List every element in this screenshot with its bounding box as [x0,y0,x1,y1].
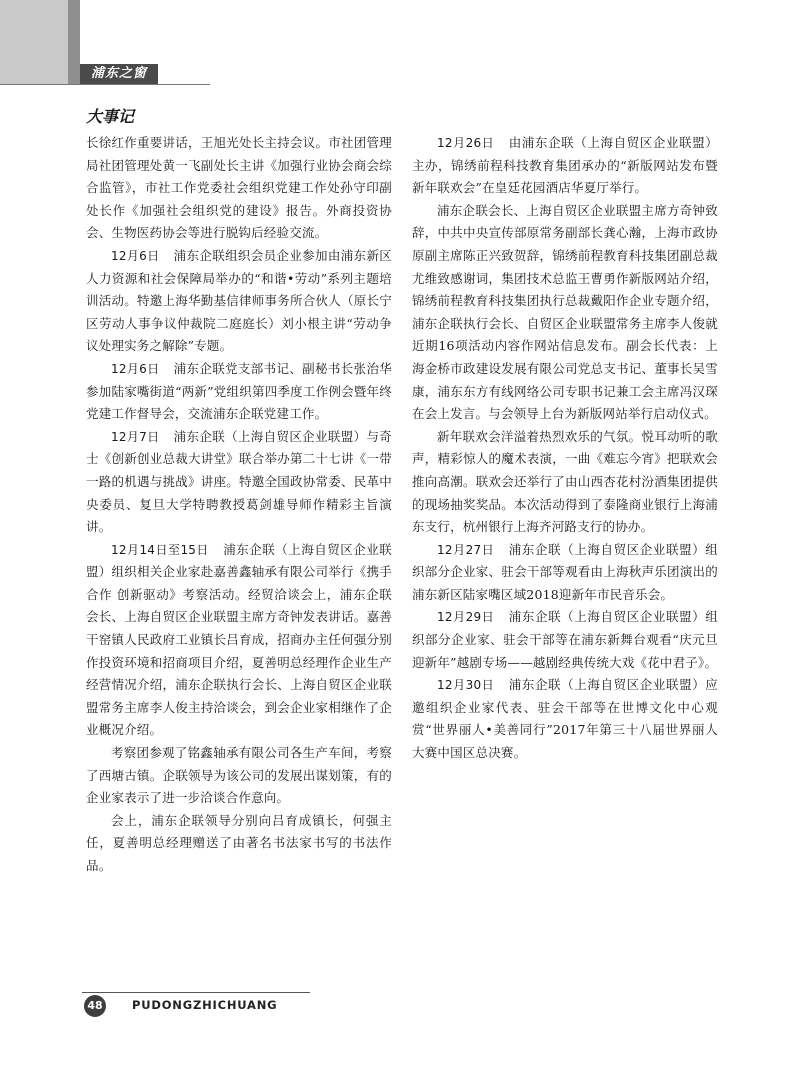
entry-text: 由浦东企联（上海自贸区企业联盟）主办，锦绣前程科技教育集团承办的“新版网站发布暨新年联欢会”在皇廷花园酒店华夏厅举行。 [412,135,718,196]
page-number: 48 [84,995,106,1017]
entry-text: 考察团参观了铭鑫轴承有限公司各生产车间，考察了西塘古镇。企联领导为该公司的发展出谋划策，有的企业家表示了进一步洽谈合作意向。 [86,745,392,806]
right-column [412,132,718,765]
entry-paragraph [86,358,392,426]
entry-paragraph [412,606,718,674]
entry-text: 浦东企联会长、上海自贸区企业联盟主席方奇钟致辞，中共中央宣传部原常务副部长龚心瀚，上海市政协原副主席陈正兴致贺辞，锦绣前程教育科技集团副总裁尤维致感谢词，集团技术总监王曹勇作新版网站介绍，锦绣前程教育科技集团执行总裁戴阳作企业专题介绍，浦东企联执行会长、自贸区企业联盟常务主席李人俊就近期16项活动内容作网站信息发布。副会长代表：上海金桥市政建设发展有限公司党总支书记、董事长吴雪康，浦东东方有线网络公司专职书记兼工会主席冯汉琛在会上发言。与会领导上台为新版网站举行启动仪式。 [412,202,718,422]
entry-text: 浦东企联（上海自贸区企业联盟）组织部分企业家、驻会干部等在浦东新舞台观看“庆元旦迎新年”越剧专场——越剧经典传统大戏《花中君子》。 [412,609,718,670]
entry-date: 12月14日至15日 [111,542,209,557]
masthead-logo: 浦东之窗 [80,64,158,84]
header-gray-block [0,0,68,84]
entry-text: 浦东企联党支部书记、副秘书长张治华参加陆家嘴街道“两新”党组织第四季度工作例会暨年终党建工作督导会，交流浦东企联党建工作。 [86,360,392,422]
entry-text: 浦东企联（上海自贸区企业联盟）与奇士《创新创业总裁大讲堂》联合举办第二十七讲《一带一路的机遇与挑战》讲座。特邀全国政协常委、民革中央委员、复旦大学特聘教授葛剑雄导师作精彩主旨演讲。 [86,428,392,535]
entry-date: 12月27日 [437,542,495,557]
entry-paragraph [412,426,718,539]
entry-text: 长徐红作重要讲话，王旭光处长主持会议。市社团管理局社团管理处黄一飞副处长主讲《加强行业协会商会综合监管》，市社工作党委社会组织党建工作处孙守印副处长作《加强社会组织党的建设》报告。外商投资协会、生物医药协会等进行脱钩后经验交流。 [86,135,392,241]
entry-paragraph [412,539,718,607]
entry-paragraph [86,742,392,810]
entry-text: 浦东企联（上海自贸区企业联盟）组织部分企业家、驻会干部等观看由上海秋声乐团演出的浦东新区陆家嘴区域2018迎新年市民音乐会。 [412,541,718,602]
entry-date: 12月6日 [111,248,160,263]
entry-paragraph [86,132,392,245]
entry-date: 12月6日 [111,361,160,376]
entry-date: 12月7日 [111,429,160,444]
entry-date: 12月26日 [437,136,495,150]
footer-rule [82,992,310,993]
entry-paragraph [86,245,392,358]
entry-paragraph [412,132,718,200]
entry-text: 浦东企联（上海自贸区企业联盟）应邀组织企业家代表、驻会干部等在世博文化中心观赏“世界丽人•美善同行”2017年第三十八届世界丽人大赛中国区总决赛。 [412,677,718,761]
entry-paragraph [412,674,718,764]
left-column [86,132,392,878]
entry-paragraph [86,426,392,539]
entry-date: 12月29日 [437,610,495,625]
entry-paragraph [86,810,392,878]
entry-paragraph [412,200,718,426]
entry-date: 12月30日 [437,678,495,693]
entry-text: 新年联欢会洋溢着热烈欢乐的气氛。悦耳动听的歌声，精彩惊人的魔术表演，一曲《难忘今宵》把联欢会推向高潮。联欢会还举行了由山西杏花村汾酒集团提供的现场抽奖奖品。本次活动得到了泰隆商业银行上海浦东支行，杭州银行上海齐河路支行的协办。 [412,428,718,535]
magazine-name: PUDONGZHICHUANG [132,998,278,1012]
entry-text: 浦东企联（上海自贸区企业联盟）组织相关企业家赴嘉善鑫轴承有限公司举行《携手合作 创新驱动》考察活动。经贸洽谈会上，浦东企联会长、上海自贸区企业联盟主席方奇钟发表讲话。嘉善干窑镇人民政府工业镇长吕育成，招商办主任何强分别作投资环境和招商项目介绍，夏善明总经理作企业生产经营情况介绍，浦东企联执行会长、上海自贸区企业联盟常务主席李人俊主持洽谈会，到会企业家相继作了企业概况介绍。 [86,541,392,738]
header-dark-bar [68,0,80,84]
entry-text: 会上，浦东企联领导分别向吕育成镇长，何强主任，夏善明总经理赠送了由著名书法家书写的书法作品。 [86,812,392,873]
entry-text: 浦东企联组织会员企业参加由浦东新区人力资源和社会保障局举办的“和谐•劳动”系列主题培训活动。特邀上海华勤基信律师事务所合伙人（原长宁区劳动人事争议仲裁院二庭庭长）刘小根主讲“劳动争议处理实务之解除”专题。 [86,247,392,354]
section-title: 大事记 [86,107,135,126]
entry-paragraph [86,539,392,742]
header-rule [0,84,210,85]
